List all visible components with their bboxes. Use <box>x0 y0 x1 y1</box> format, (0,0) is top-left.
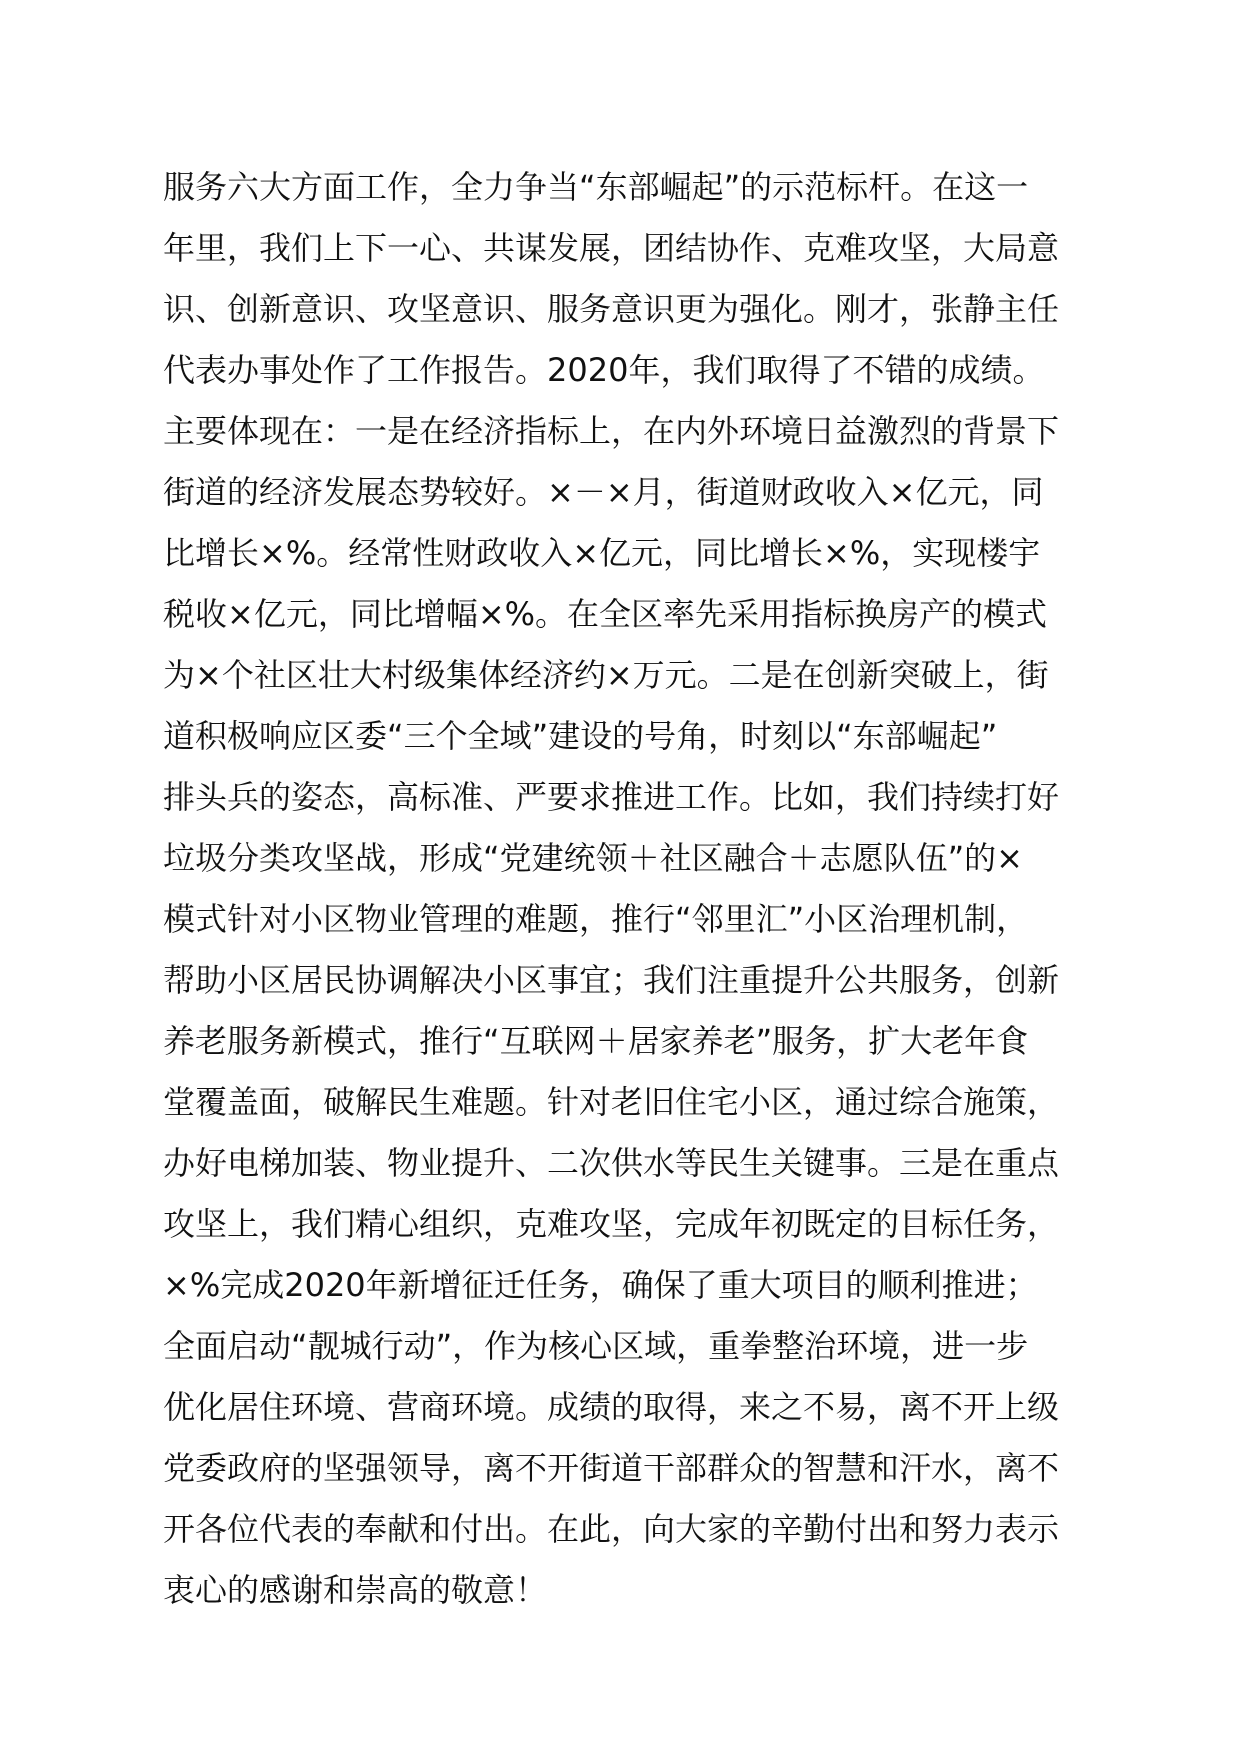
text-line: 服务六大方面工作，全力争当“东部崛起”的示范标杆。在这一 <box>163 168 1029 206</box>
text-line: 比增长×%。经常性财政收入×亿元，同比增长×%，实现楼宇 <box>163 534 1041 572</box>
text-line: 为×个社区壮大村级集体经济约×万元。二是在创新突破上，街 <box>163 656 1049 694</box>
text-line: 道积极响应区委“三个全域”建设的号角，时刻以“东部崛起” <box>163 717 998 755</box>
text-line: 主要体现在：一是在经济指标上，在内外环境日益激烈的背景下 <box>163 412 1060 450</box>
body-paragraph <box>163 157 1123 1621</box>
text-line: 街道的经济发展态势较好。×－×月，街道财政收入×亿元，同 <box>163 473 1044 511</box>
text-line: 攻坚上，我们精心组织，克难攻坚，完成年初既定的目标任务， <box>163 1205 1060 1243</box>
text-line: 开各位代表的奉献和付出。在此，向大家的辛勤付出和努力表示 <box>163 1510 1060 1548</box>
text-line: 垃圾分类攻坚战，形成“党建统领＋社区融合＋志愿队伍”的× <box>163 839 1023 877</box>
text-line: 帮助小区居民协调解决小区事宜；我们注重提升公共服务，创新 <box>163 961 1060 999</box>
text-line: 年里，我们上下一心、共谋发展，团结协作、克难攻坚，大局意 <box>163 229 1060 267</box>
text-line: 模式针对小区物业管理的难题，推行“邻里汇”小区治理机制， <box>163 900 1029 938</box>
text-line: 优化居住环境、营商环境。成绩的取得，来之不易，离不开上级 <box>163 1388 1060 1426</box>
text-line: 堂覆盖面，破解民生难题。针对老旧住宅小区，通过综合施策， <box>163 1083 1060 1121</box>
text-line: 党委政府的坚强领导，离不开街道干部群众的智慧和汗水，离不 <box>163 1449 1060 1487</box>
text-line: 衷心的感谢和崇高的敬意！ <box>163 1571 548 1609</box>
text-line: ×%完成2020年新增征迁任务，确保了重大项目的顺利推进； <box>163 1266 1038 1304</box>
text-line: 全面启动“靓城行动”，作为核心区域，重拳整治环境，进一步 <box>163 1327 1029 1365</box>
text-line: 代表办事处作了工作报告。2020年，我们取得了不错的成绩。 <box>163 351 1045 389</box>
text-line: 办好电梯加装、物业提升、二次供水等民生关键事。三是在重点 <box>163 1144 1060 1182</box>
text-line: 税收×亿元，同比增幅×%。在全区率先采用指标换房产的模式 <box>163 595 1048 633</box>
text-line: 养老服务新模式，推行“互联网＋居家养老”服务，扩大老年食 <box>163 1022 1029 1060</box>
text-line: 排头兵的姿态，高标准、严要求推进工作。比如，我们持续打好 <box>163 778 1060 816</box>
text-line: 识、创新意识、攻坚意识、服务意识更为强化。刚才，张静主任 <box>163 290 1060 328</box>
